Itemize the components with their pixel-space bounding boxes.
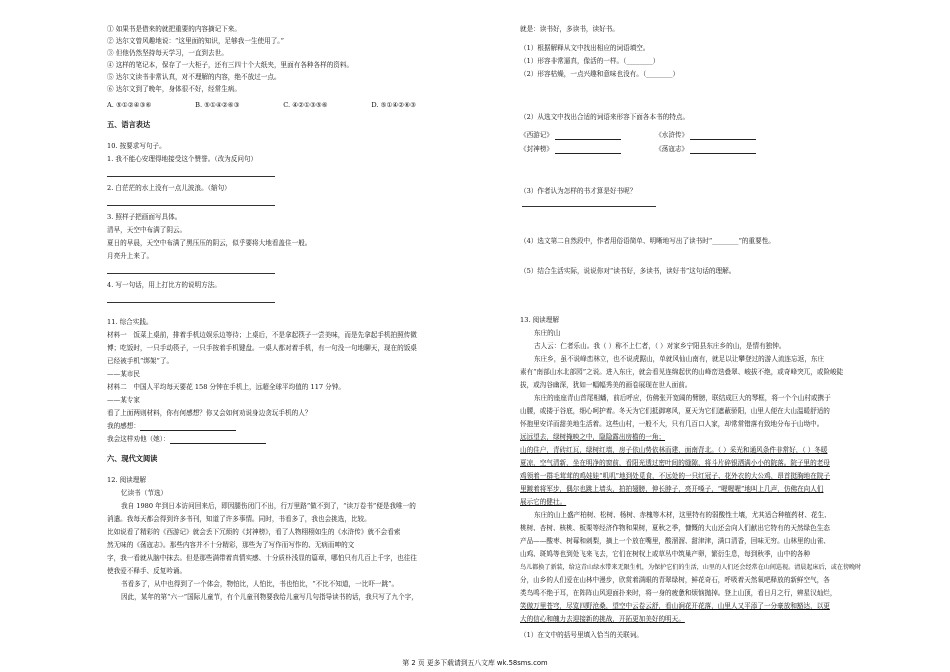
- q13-l19: 分，山乡的人们爱在山林中漫步，欣赏着满眼的青翠绿树，鲜花奇石，呼吸着天然氧吧释放的新鲜空气，各: [520, 576, 830, 584]
- q12-p1e: 字，我一看就从脑中抹去。但是那些满带着真情实感、十分质朴浅显的篇章，哪怕只有几百上千字，也往往: [107, 554, 417, 562]
- q12-p1a: 我自 1980 年到日本访问回来后，即因腿伤闭门不出，行万里路”做不到了，“读万卷书”便是我唯一的: [121, 502, 416, 510]
- section-5-heading: 五、语言表达: [107, 120, 151, 129]
- answer-options: [107, 101, 457, 110]
- q10-s3c: 月亮升上来了。: [107, 252, 154, 260]
- option-b[interactable]: B. ⑤①④②⑥③: [195, 101, 240, 109]
- q12-title: 12. 阅读理解: [107, 476, 146, 484]
- q11-my-thought: [107, 422, 236, 431]
- q13-l5: 东庄的座座青山首尾相蟠，前后呼应，仿佛张开宽阔的臂膀，联结成巨大的琴框，将一个个山村或携于: [534, 394, 831, 402]
- q12-p1c: 比如说看了精彩的《西游记》就会丢下冗烦的《封神榜》，看了人物栩栩如生的《水浒传》就不会看索: [107, 528, 401, 536]
- q10-s3: 3. 照样子把画面写具体。: [107, 213, 182, 221]
- q12-p1b: 消遣。我每天都会得到许多书刊，知道了许多事情。同时，书看多了，我也会挑选，比较。: [107, 515, 371, 523]
- book-xiyouji: 《西游记》: [520, 131, 553, 139]
- q13-l22: 大的信心和魄力去迎接新的挑战，开拓更加美好的明天。: [520, 615, 685, 623]
- fengshenbang-blank[interactable]: [555, 146, 621, 154]
- section-6-heading: 六、现代文阅读: [107, 454, 158, 463]
- q13-l21: 笑傲万里苍穹，尽览四野沧桑，望空中云卷云舒，看山涧花开花落，山里人又平添了一分豪放和豁达，以更: [520, 602, 830, 610]
- q11-persuade-label: 我会这样劝他（她）：: [107, 435, 170, 443]
- r-q1b: （2）形容枯燥，一点兴趣和意味也没有。（________）: [520, 70, 680, 78]
- q13-q1: （1）在文中的括号里填入恰当的关联词。: [520, 631, 643, 639]
- q11-title: 11. 综合实践。: [107, 318, 153, 326]
- q13-l7: 怀抱里安详而甜美地生活着。这些山村，一般不大，只有几百口人家，却常常错落有致地分布于山坳中。: [520, 420, 824, 428]
- q13-l15: 桃树、杏树、核桃、板栗等经济作物和果树，夏秋之季，慷慨的大山还会向人们献出它特有的天然绿色生态: [520, 524, 830, 532]
- option-c[interactable]: C. ④②①③⑤⑥: [283, 101, 328, 109]
- q11-ask: 看了上面两则材料，你有何感想？你又会如何劝说身边贪玩手机的人？: [107, 409, 312, 417]
- item-3: ③ 但他仍然坚持每天学习，一直到去世。: [107, 49, 228, 57]
- q11-my-thought-label: 我的感想：: [107, 422, 140, 430]
- q13-l20: 类鸟鸣不绝于耳，在阵阵山风迎面扑来时，将一身的疲惫和烦恼抛掉。登上山顶，看日月之行，辨星汉灿烂，: [520, 589, 837, 597]
- q10-s2: 2. 白茫茫的水上没有一点儿波浪。（缩句）: [107, 184, 231, 192]
- q11-persuade: [107, 435, 266, 444]
- q11-m2: 材料二 中国人平均每天要花 158 分钟在手机上，远超全球平均值的 117 分钟。: [107, 383, 345, 391]
- q12-p3a: 因此，某年的第“六一”国际儿童节，有个儿童刊物要我给儿童写几句指导读书的话，我只写了九个字，: [121, 593, 418, 601]
- r-q3: （3）作者认为怎样的书才算是好书呢？: [520, 187, 637, 195]
- q13-l6: 山腰，或搂于谷底，细心呵护着。冬天为它们抵御寒风，夏天为它们遮蔽骄阳，山里人便在大山温暖舒适的: [520, 407, 830, 415]
- book-dangkouzhi: 《荡寇志》: [655, 145, 689, 153]
- q13-l3: 素有“南部山水北部园”之说。进入东庄，就会看见连绵起伏的山峰峦迭叠翠、峻拔不绝，或奇峰突兀，或险峻陡: [520, 368, 844, 376]
- q13-l9: 山的住户，青砖红瓦，绿树红墙，房子依山势依林而建，面南背北。（ ）采光和通风条件非常好，（ ）冬暖: [520, 446, 828, 454]
- shuihuzhuan-blank[interactable]: [690, 132, 756, 140]
- r-q5: （5）结合生活实际，说说你对“读书好，多读书，读好书”这句话的理解。: [520, 267, 736, 275]
- q13-l14: 东庄的山上盛产柏树、松树、杨树、赤槐等木材，这里特有的弱酸性土壤，尤其适合种植药材、花生、: [534, 511, 831, 519]
- q13-l11: 鸡领着一群毛茸茸的鸡娃娃“叽叽”地到处觅食，不远处的一只红冠子、花外衣的大公鸡，昂首挺胸地在院子: [520, 472, 831, 480]
- q13-l8: 远远望去，绿树掩映之中，隐隐露出房檐的一角；: [520, 433, 666, 441]
- q11-src1: ——某市民: [107, 370, 140, 378]
- item-4: ④ 这样的笔记本，保存了一大柜子，还有三四十个大纸夹，里面有各种各样的资料。: [107, 61, 354, 69]
- r-q2-row1: [520, 131, 756, 140]
- item-6: ⑥ 达尔文到了晚年，身体很不好，经常生病。: [107, 85, 241, 93]
- q10-s3a: 清早，天空中布满了阴云。: [107, 226, 187, 234]
- q12-p1f: 使我爱不释手、反复吟诵。: [107, 567, 187, 575]
- item-5: ⑤ 达尔文读书非常认真，对不理解的内容，绝不放过一点。: [107, 73, 281, 81]
- q13-title: 13. 阅读理解: [520, 316, 559, 324]
- option-a[interactable]: A. ⑤①②④③⑥: [107, 101, 152, 109]
- option-d[interactable]: D. ⑤①④②⑥③: [371, 101, 417, 109]
- q13-l13: 展示它的健壮。: [520, 498, 567, 506]
- page-footer: 第 2 页 更多下载请到五八文库 wk.58sms.com: [402, 659, 548, 667]
- book-shuihuzhuan: 《水浒传》: [655, 131, 689, 139]
- q11-m1c: 已经被手机“绑架”了。: [107, 357, 174, 365]
- r-top: 就是：读书好，多读书，读好书。: [520, 25, 619, 33]
- q10-s2-answer-line[interactable]: [107, 205, 275, 206]
- item-1: ① 如果书是借来的就把重要的内容摘记下来。: [107, 25, 241, 33]
- q13-subtitle: 东庄的山: [534, 329, 561, 337]
- q11-m1b: 博；吃饭时，一只手动筷子，一只手按着手机键盘。一桌人都对着手机，有一句没一句地聊天，现在的饭桌: [107, 344, 417, 352]
- r-q3-answer-line[interactable]: [522, 206, 656, 207]
- r-q1: （1）根据解释从文中找出相应的词语填空。: [520, 44, 650, 52]
- q12-p2a: 书看多了，从中也得到了一个体会，物怕比，人怕比，书也怕比，“不比不知道，一比吓一跳”。: [121, 580, 399, 588]
- q13-l18: 鸟儿都换了新装，给这青山绿水带来无限生机，为保护它们的生活，山里的人们还会经常在山间巡视。清晨起床后，或在傍晚时: [520, 564, 862, 571]
- q12-p1d: 然无味的《荡寇志》。那些内容并不十分精彩，那些为了写作而写作的、无病而呻的文: [107, 541, 355, 549]
- q13-l12: 里踱着将军步，偶尔也跳上墙头，拍拍翅膀，伸长脖子，亮开嗓子，“喔喔喔”地叫上几声，仿佛在向人们: [520, 485, 824, 493]
- r-q1a: （1）形容非常逼真，像活的一样。（________）: [520, 57, 660, 65]
- r-q4: （4）选文第二自然段中，作者用俗语简单、明晰地写出了读书时“________”的重要性。: [520, 237, 775, 245]
- q13-l10: 夏凉，空气清新，坐在明净的窗前，看阳光透过密叶间的缝隙，将斗片碎银洒满小小的院落。院子里的老母: [520, 459, 830, 467]
- q13-l16: 产品——酸枣、树莓和刺梨，摘上一个放在嘴里，酸溜溜、甜津津，满口清香，回味无穷。山林里的山雀、: [520, 537, 830, 545]
- q10-s1: 1. 我不能心安理得地接受这个赞誉。（改为反问句）: [107, 155, 258, 163]
- book-fengshenbang: 《封神榜》: [520, 145, 553, 153]
- q10-s3-answer-line[interactable]: [107, 273, 275, 274]
- q11-my-thought-blank[interactable]: [140, 423, 236, 431]
- q13-l4: 拔，或沟谷幽深，犹如一幅幅秀美的画卷展现在世人面前。: [520, 381, 692, 389]
- q13-l2: 东庄乡，虽不说峰峦林立，也不说虎踞山，单就风仙山南有，就足以让攀登过的游人流连忘返，东庄: [534, 355, 825, 363]
- q13-l17: 山鸡、斑鸠等也到处飞来飞去，它们在树杈上或草丛中筑巢产卵，繁衍生息，每到秋季，山中的各种: [520, 550, 811, 558]
- q10-title: 10. 按要求写句子。: [107, 142, 166, 150]
- q10-s1-answer-line[interactable]: [107, 176, 275, 177]
- q11-src2: ——某专家: [107, 396, 140, 404]
- r-q2: （2）从选文中找出合适的词语来形容下面各本书的特点。: [520, 113, 690, 121]
- q13-l1: 古人云：仁者乐山。我（ ）称不上仁者，（ ）对家乡宁阳县东庄乡的山，是情有独钟。: [534, 342, 786, 350]
- q10-s4: 4. 写一句话，用上打比方的说明方法。: [107, 281, 221, 289]
- r-q2-row2: [520, 145, 756, 154]
- q12-subtitle: 忆读书（节选）: [121, 489, 168, 497]
- xiyouji-blank[interactable]: [555, 132, 621, 140]
- q10-s3b: 夏日的早晨，天空中布满了黑压压的阴云，似乎要将大地看盖住一般。: [107, 239, 312, 247]
- q10-s4-answer-line[interactable]: [107, 302, 275, 303]
- dangkouzhi-blank[interactable]: [690, 146, 756, 154]
- q11-persuade-blank[interactable]: [170, 436, 266, 444]
- q11-m1a: 材料一 饭菜上桌前，排着手机边娱乐边等待；上桌后，不是拿起筷子一尝美味，而是先拿起手机拍照传微: [107, 331, 417, 339]
- item-2: ② 达尔文曾风趣地说：“这里面的知识，足够我一生使用了。”: [107, 37, 284, 45]
